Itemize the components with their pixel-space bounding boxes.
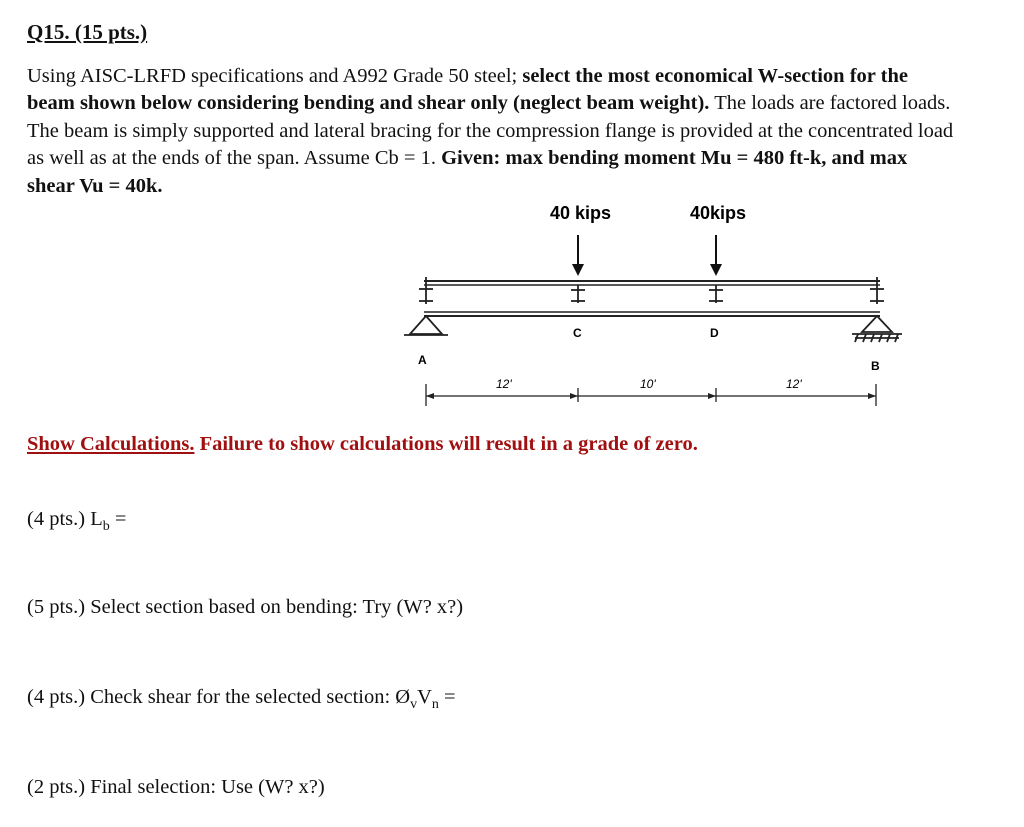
calculation-warning — [27, 433, 698, 456]
q3-prefix: (4 pts.) Check shear for the selected section: Ø — [27, 686, 411, 708]
problem-part-4: Given: max bending moment Mu = 480 ft-k, and max shear Vu = 40k. — [27, 147, 908, 197]
question-shear — [27, 686, 456, 713]
beam — [424, 281, 880, 316]
problem-part-3: The loads are factored loads. The beam is simply supported and lateral bracing for the compression flange is provided at the concentrated load as well as at the ends of the span. Assume Cb = 1. — [27, 92, 954, 170]
problem-part-1: Using AISC-LRFD specifications and A992 Grade 50 steel; — [27, 65, 523, 87]
dim-label-3: 12' — [786, 377, 802, 391]
dim-label-2: 10' — [640, 377, 656, 391]
load-label-right: 40kips — [690, 203, 747, 223]
q3-sub2: n — [431, 697, 439, 713]
label-c: C — [573, 326, 582, 340]
dim-label-1: 12' — [496, 377, 512, 391]
q1-suffix: = — [109, 508, 127, 530]
pin-support-icon — [404, 316, 448, 335]
warning-rest: Failure to show calculations will result in a grade of zero. — [194, 433, 698, 455]
problem-part-2: select the most economical W-section for the beam shown below considering bending and shear only (neglect beam weight). — [27, 65, 908, 115]
label-d: D — [710, 326, 719, 340]
label-a: A — [418, 353, 427, 367]
q3-sub1: v — [410, 697, 418, 713]
question-final: (2 pts.) Final selection: Use (W? x?) — [27, 776, 325, 798]
label-b: B — [871, 359, 880, 373]
q3-mid: V — [417, 686, 432, 708]
load-arrow-right — [710, 235, 722, 276]
question-title: Q15. (15 pts.) — [27, 20, 148, 44]
load-arrow-left — [572, 235, 584, 276]
question-bending: (5 pts.) Select section based on bending: Try (W? x?) — [27, 596, 464, 618]
warning-underlined: Show Calculations. — [27, 433, 195, 455]
load-label-left: 40 kips — [550, 203, 612, 223]
q1-sub: b — [102, 519, 110, 535]
q3-suffix: = — [438, 686, 456, 708]
question-lb — [27, 508, 126, 535]
q1-prefix: (4 pts.) L — [27, 508, 103, 530]
roller-support-icon — [852, 316, 902, 342]
